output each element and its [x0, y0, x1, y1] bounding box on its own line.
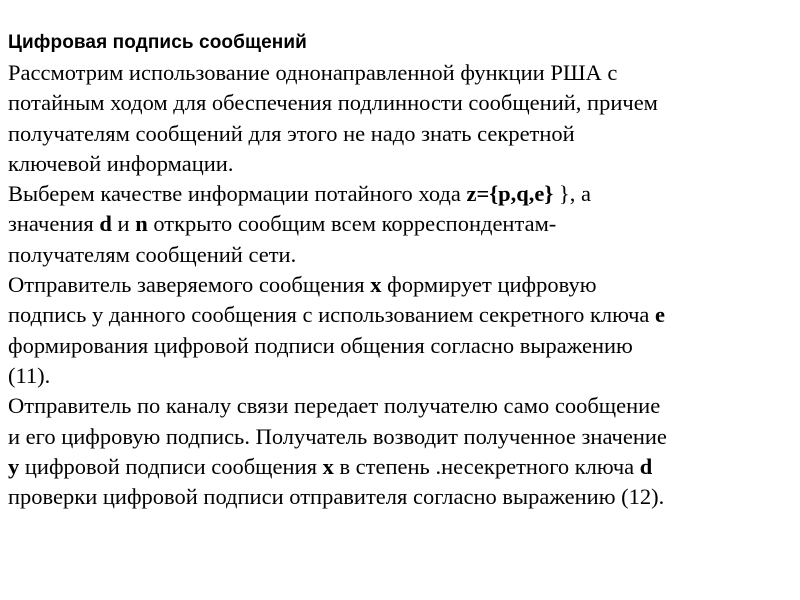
bold-term: d [99, 211, 112, 237]
text-segment: ключевой информации. [8, 150, 234, 176]
text-segment: Отправитель заверяемого сообщения [8, 272, 371, 298]
text-segment: открыто сообщим всем корреспондентам- [147, 211, 557, 237]
text-line [8, 391, 794, 421]
text-segment: в степень .несекретного ключа [333, 453, 640, 479]
text-line [8, 88, 794, 118]
text-line [8, 270, 794, 300]
bold-term: z={p,q,e} [466, 181, 554, 207]
paragraph [8, 391, 794, 512]
text-segment: формирования цифровой подписи общения согласно выражению [8, 332, 633, 358]
text-segment: получателям сообщений сети. [8, 241, 297, 267]
slide-title: Цифровая подпись сообщений [8, 32, 307, 53]
slide-content [8, 30, 794, 512]
text-segment: и [111, 211, 136, 237]
text-segment: потайным ходом для обеспечения подлинности сообщений, причем [8, 90, 658, 116]
bold-term: x [370, 272, 382, 298]
text-line [8, 331, 794, 361]
text-line [8, 482, 794, 512]
bold-term: x [322, 453, 334, 479]
text-line [8, 240, 794, 270]
text-segment: Выберем качестве информации потайного хода [8, 181, 467, 207]
bold-term: y [8, 453, 20, 479]
text-segment: Отправитель по каналу связи передает получателю само сообщение [8, 393, 661, 419]
bold-term: n [135, 211, 148, 237]
paragraph [8, 270, 794, 391]
text-segment: подпись у данного сообщения с использованием секретного ключа [8, 302, 656, 328]
text-segment: получателям сообщений для этого не надо знать секретной [8, 120, 575, 146]
text-line [8, 209, 794, 239]
text-line [8, 361, 794, 391]
text-segment: проверки цифровой подписи отправителя согласно выражению (12). [8, 484, 665, 510]
text-line [8, 422, 794, 452]
text-segment: (11). [8, 362, 51, 388]
text-segment: Рассмотрим использование однонаправленной функции РША с [8, 60, 618, 85]
text-line [8, 452, 794, 482]
text-line [8, 149, 794, 179]
bold-term: e [655, 302, 666, 328]
text-line [8, 179, 794, 209]
text-line [8, 300, 794, 330]
body-text [8, 58, 794, 512]
text-line [8, 58, 794, 88]
paragraph [8, 58, 794, 179]
paragraph [8, 179, 794, 270]
bold-term: d [639, 453, 653, 479]
text-segment: цифровой подписи сообщения [19, 453, 323, 479]
text-segment: значения [8, 211, 100, 237]
text-segment: и его цифровую подпись. Получатель возводит полученное значение [8, 423, 667, 449]
text-segment: формирует цифровую [381, 272, 597, 298]
text-line [8, 119, 794, 149]
text-segment: }, а [553, 181, 591, 207]
